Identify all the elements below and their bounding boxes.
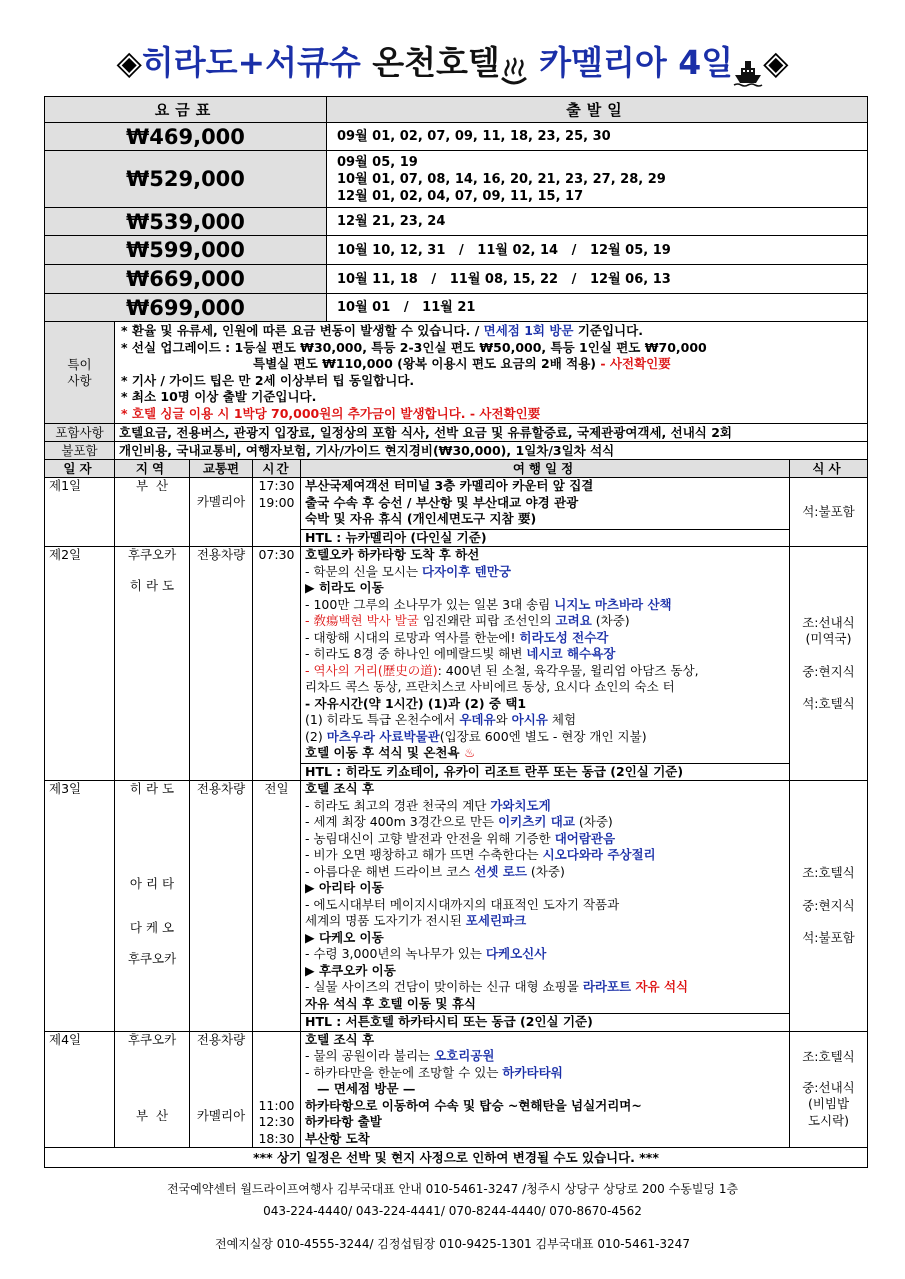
highlight: 니지노 마츠바라 산책 (554, 596, 672, 612)
dates-cell (327, 151, 868, 208)
transport-text: 전용차량 (196, 1031, 246, 1047)
transport: 전용차량 (190, 547, 253, 781)
highlight: 고려요 (555, 613, 592, 628)
schedule-line: 숙박 및 자유 휴식 (개인세면도구 지참 要) (305, 511, 537, 526)
contact-line-3: 전예지실장 010-4555-3244/ 김정섭팀장 010-9425-1301 김부국대표 010-5461-3247 (215, 1237, 690, 1251)
highlight-red: 자유 석식 (631, 979, 689, 994)
day-row (45, 478, 868, 547)
meal-text: 도시락) (807, 1112, 850, 1128)
meal (790, 781, 868, 1032)
title-part1: 히라도+서큐슈 (141, 43, 361, 82)
highlight: 마츠우라 사료박물관 (326, 728, 440, 744)
meal-text: 중:현지식 (802, 663, 855, 679)
meal (790, 547, 868, 781)
dates-line: 10월 01, 07, 08, 14, 16, 20, 21, 23, 27, 28, 29 (337, 171, 666, 187)
meal-text: 석:호텔식 (802, 696, 855, 711)
text: - 농림대신이 고향 발전과 안전을 위해 기증한 (305, 830, 555, 846)
highlight-red: - 敎瘍백현 박사 발굴 (305, 613, 419, 628)
text: - 100만 그루의 소나무가 있는 일본 3대 송림 (305, 596, 555, 612)
time-text: 19:00 (258, 494, 295, 510)
schedule-line (305, 814, 785, 831)
day-row (45, 547, 868, 781)
schedule-line (305, 663, 785, 680)
text: - 실물 사이즈의 건담이 맞이하는 신규 대형 쇼핑몰 (305, 979, 583, 994)
text: 임진왜란 피랍 조선인의 (418, 613, 556, 628)
contact-line-1: 전국예약센터 월드라이프여행사 김부국대표 안내 010-5461-3247 /청주시 상당구 상당로 200 수동빌딩 1층 (166, 1182, 739, 1196)
schedule-line: 호텔오카 하카타항 도착 후 하선 (305, 547, 480, 562)
text: (차중) (574, 814, 613, 829)
col-region: 지역 (115, 460, 190, 478)
highlight: 히라도성 전수각 (519, 629, 609, 645)
price-cell: ₩539,000 (45, 208, 327, 236)
schedule-line: 호텔 조식 후 (305, 1031, 375, 1047)
hot-spring-icon: ♨ (463, 745, 476, 760)
schedule-line: 출국 수속 후 승선 / 부산항 및 부산대교 야경 관광 (305, 494, 579, 510)
col-transport: 교통편 (190, 460, 253, 478)
transport-text: 카멜리아 (196, 1108, 246, 1123)
highlight: 대어람관음 (554, 830, 616, 846)
itinerary-header (45, 460, 868, 478)
note-line: * 기사 / 가이드 팁은 만 2세 이상부터 팁 동일합니다. (121, 372, 415, 388)
note-text: * 환율 및 유류세, 인원에 따른 요금 변동이 발생할 수 있습니다. / (121, 323, 484, 338)
highlight: 시오다와라 주상절리 (542, 847, 656, 862)
title-part3: 카멜리아 4일 (539, 43, 734, 82)
hot-spring-icon (500, 50, 528, 80)
schedule-line: 부산국제여객선 터미널 3층 카멜리아 카운터 앞 집결 (305, 478, 594, 493)
schedule-line (305, 1048, 785, 1065)
schedule-line (305, 646, 785, 663)
note-line: * 최소 10명 이상 출발 기준입니다. (121, 389, 317, 404)
highlight: 네시코 해수욕장 (526, 646, 616, 661)
hotel-line: HTL : 서튼호텔 하카타시티 또는 동급 (2인실 기준) (301, 1013, 789, 1031)
included-text: 호텔요금, 전용버스, 관광지 입장료, 일정상의 포함 식사, 선박 요금 및 유류할증료, 국제관광여객세, 선내식 2회 (115, 424, 868, 442)
text: (1) 히라도 특급 온천수에서 (305, 712, 460, 727)
notes-row (45, 322, 868, 424)
region-text: 히 라 도 (129, 781, 175, 796)
schedule-line: - 자유시간(약 1시간) (1)과 (2) 중 택1 (305, 695, 527, 711)
day-label: 제3일 (45, 781, 115, 1032)
schedule-line: 하카타항으로 이동하여 수속 및 탑승 ~현해탄을 넘실거리며~ (305, 1097, 642, 1113)
meal-text: 석:불포함 (802, 930, 855, 945)
price-header-row (45, 97, 868, 123)
schedule-line (305, 729, 785, 746)
text: 세계의 명품 도자기가 전시된 (305, 913, 466, 928)
dates-cell: 10월 01 / 11월 21 (327, 294, 868, 322)
time-text: 12:30 (258, 1114, 295, 1129)
text: 체험 (547, 712, 577, 727)
excluded-label: 불포함 (45, 442, 115, 460)
time-text: 11:00 (258, 1097, 295, 1113)
region (115, 781, 190, 1032)
text: - 세계 최장 400m 3경간으로 만든 (305, 814, 499, 829)
notes-label: 특이 사항 (45, 322, 115, 424)
schedule-line: ▶ 다케오 이동 (305, 929, 384, 945)
dates-line: 09월 05, 19 (337, 154, 418, 170)
schedule-line (305, 913, 785, 930)
dates-line: 12월 01, 02, 04, 07, 09, 11, 15, 17 (337, 188, 584, 204)
meal-text: 조:선내식 (802, 614, 855, 630)
schedule-line: - 에도시대부터 메이지시대까지의 대표적인 도자기 작품과 (305, 896, 620, 912)
region (115, 547, 190, 781)
price-table (44, 96, 868, 322)
meal-text: 중:선내식 (802, 1079, 855, 1095)
meal-text: 조:호텔식 (802, 865, 855, 880)
text: (차중) (591, 613, 630, 628)
schedule (301, 1031, 790, 1148)
dates-cell: 10월 11, 18 / 11월 08, 15, 22 / 12월 06, 13 (327, 265, 868, 294)
time-text: 18:30 (258, 1130, 295, 1146)
meal-text: 중:현지식 (802, 897, 855, 913)
text: - 대항해 시대의 로망과 역사를 한눈에! (305, 629, 520, 645)
note-line (121, 323, 861, 340)
schedule-line: — 면세점 방문 — (317, 1081, 416, 1096)
text: (차중) (526, 863, 565, 879)
price-cell: ₩599,000 (45, 236, 327, 265)
schedule (301, 547, 790, 781)
day-row (45, 781, 868, 1032)
transport: 전용차량 (190, 781, 253, 1032)
schedule-line: ▶ 아리타 이동 (305, 880, 384, 895)
text: - 히라도 8경 중 하나인 에메랄드빛 해변 (305, 646, 527, 661)
dates-header: 출발일 (327, 97, 868, 123)
region-text: 후쿠오카 (127, 547, 177, 562)
text: 호텔 이동 후 석식 및 온천욕 (305, 745, 460, 760)
schedule-line (305, 613, 785, 630)
highlight: 하카타타워 (502, 1064, 563, 1080)
hotel-line: HTL : 뉴카멜리아 (다인실 기준) (301, 529, 789, 547)
schedule-line (305, 831, 785, 848)
region-text: 히 라 도 (129, 577, 175, 593)
highlight: 우데유 (459, 712, 496, 727)
dates-cell: 09월 01, 02, 07, 09, 11, 18, 23, 25, 30 (327, 123, 868, 151)
dates-cell: 10월 10, 12, 31 / 11월 02, 14 / 12월 05, 19 (327, 236, 868, 265)
excluded-row (45, 442, 868, 460)
itinerary-table (44, 459, 868, 1168)
schedule-line: 자유 석식 후 호텔 이동 및 휴식 (305, 995, 477, 1011)
transport-text: 카멜리아 (196, 494, 246, 509)
region: 부 산 (115, 478, 190, 547)
time: 전일 (253, 781, 301, 1032)
schedule-line: 호텔 조식 후 (305, 781, 375, 796)
day-label: 제1일 (45, 478, 115, 547)
time (253, 478, 301, 547)
notes-content (115, 322, 868, 424)
schedule-line (305, 630, 785, 647)
text: - 학문의 신을 모시는 (305, 563, 423, 579)
diamond-right: ◈ (763, 43, 789, 82)
footer-note-row (45, 1148, 868, 1168)
schedule (301, 478, 790, 547)
text: - 아름다운 해변 드라이브 코스 (305, 863, 475, 879)
meal-text: (미역국) (805, 631, 852, 646)
region-text: 아 리 타 (129, 875, 175, 891)
day-label: 제2일 (45, 547, 115, 781)
schedule-line (305, 946, 785, 963)
schedule-line (305, 798, 785, 815)
diamond-left: ◈ (116, 43, 142, 82)
price-row (45, 236, 868, 265)
price-row (45, 151, 868, 208)
price-cell: ₩469,000 (45, 123, 327, 151)
note-highlight: 면세점 1회 방문 (483, 323, 574, 338)
footer-note: *** 상기 일정은 선박 및 현지 사정으로 인하여 변경될 수도 있습니다. *** (45, 1148, 868, 1168)
highlight: 오호리공원 (434, 1048, 495, 1063)
included-label: 포함사항 (45, 424, 115, 442)
region (115, 1031, 190, 1148)
day-row (45, 1031, 868, 1148)
note-line: * 호텔 싱글 이용 시 1박당 70,000원의 추가금이 발생합니다. - 사전확인要 (121, 405, 541, 421)
region-text: 후쿠오카 (127, 950, 177, 966)
highlight: 선셋 로드 (474, 863, 527, 879)
schedule (301, 781, 790, 1032)
highlight-red: - 역사의 거리(歷史の道) (305, 662, 438, 678)
highlight: 다자이후 텐만궁 (422, 563, 511, 579)
price-cell: ₩669,000 (45, 265, 327, 294)
text: - 비가 오면 팽창하고 해가 뜨면 수축한다는 (305, 847, 543, 862)
note-line (121, 356, 861, 373)
price-row (45, 208, 868, 236)
transport (190, 1031, 253, 1148)
page-title (0, 38, 905, 88)
note-line: * 선실 업그레이드 : 1등실 편도 ₩30,000, 특등 2-3인실 편도 ₩50,000, 특등 1인실 편도 ₩70,000 (121, 339, 707, 355)
region-text: 다 케 오 (129, 920, 175, 935)
schedule-line (305, 597, 785, 614)
note-text: 특별실 편도 ₩110,000 (왕복 이용시 편도 요금의 2배 적용) (253, 356, 601, 371)
info-table (44, 321, 868, 460)
col-schedule: 여행일정 (301, 460, 790, 478)
schedule-line (305, 979, 785, 996)
note-text: 기준입니다. (573, 323, 643, 338)
text: - 히라도 최고의 경관 천국의 계단 (305, 797, 491, 813)
meal-text: (비빔밥 (807, 1096, 850, 1112)
text: 와 (495, 712, 512, 727)
text: (2) (305, 728, 327, 744)
schedule-line: 리차드 콕스 동상, 프란치스코 사비에르 동상, 요시다 쇼인의 숙소 터 (305, 679, 675, 694)
meal: 석:불포함 (790, 478, 868, 547)
text: (입장료 600엔 별도 - 현장 개인 지불) (439, 728, 647, 744)
price-cell: ₩529,000 (45, 151, 327, 208)
text: - 물의 공원이라 불리는 (305, 1048, 435, 1063)
price-row (45, 123, 868, 151)
included-row (45, 424, 868, 442)
excluded-text: 개인비용, 국내교통비, 여행자보험, 기사/가이드 현지경비(₩30,000), 1일차/3일차 석식 (115, 442, 868, 460)
title-part2: 온천호텔 (372, 43, 500, 82)
highlight: 아시유 (511, 712, 548, 727)
price-row (45, 265, 868, 294)
meal (790, 1031, 868, 1148)
col-time: 시간 (253, 460, 301, 478)
schedule-line (305, 745, 785, 762)
schedule-line: ▶ 후쿠오카 이동 (305, 962, 396, 978)
time (253, 1031, 301, 1148)
ship-icon (733, 51, 763, 79)
price-row (45, 294, 868, 322)
highlight: 이키츠키 대교 (498, 814, 575, 829)
schedule-line (305, 712, 785, 729)
highlight: 다케오신사 (485, 946, 547, 961)
schedule-line: 부산항 도착 (305, 1130, 370, 1146)
schedule-line (305, 864, 785, 881)
region-text: 후쿠오카 (127, 1031, 177, 1047)
col-meal: 식사 (790, 460, 868, 478)
schedule-line (305, 1065, 785, 1082)
text: - 수령 3,000년의 녹나무가 있는 (305, 946, 486, 961)
transport (190, 478, 253, 547)
dates-cell: 12월 21, 23, 24 (327, 208, 868, 236)
text: : 400년 된 소철, 육각우물, 윌리엄 아담즈 동상, (437, 662, 699, 678)
price-header: 요금표 (45, 97, 327, 123)
schedule-line: 하카타항 출발 (305, 1114, 382, 1129)
day-label: 제4일 (45, 1031, 115, 1148)
time-text: 17:30 (258, 478, 295, 493)
note-warning: - 사전확인要 (600, 356, 671, 371)
price-cell: ₩699,000 (45, 294, 327, 322)
main-content (44, 96, 867, 1168)
schedule-line: ▶ 히라도 이동 (305, 580, 384, 595)
col-day: 일자 (45, 460, 115, 478)
highlight: 라라포트 (582, 979, 632, 994)
contact-line-2: 043-224-4440/ 043-224-4441/ 070-8244-4440/ 070-8670-4562 (263, 1204, 642, 1218)
highlight: 포세린파크 (465, 913, 527, 928)
hotel-line: HTL : 히라도 키쇼테이, 유카이 리조트 란푸 또는 동급 (2인실 기준) (301, 763, 789, 781)
highlight: 가와치도게 (490, 797, 551, 813)
time: 07:30 (253, 547, 301, 781)
region-text: 부 산 (135, 1108, 169, 1123)
meal-text: 조:호텔식 (802, 1049, 855, 1065)
schedule-line (305, 847, 785, 864)
text: - 하카타만을 한눈에 조망할 수 있는 (305, 1064, 503, 1080)
schedule-line (305, 564, 785, 581)
